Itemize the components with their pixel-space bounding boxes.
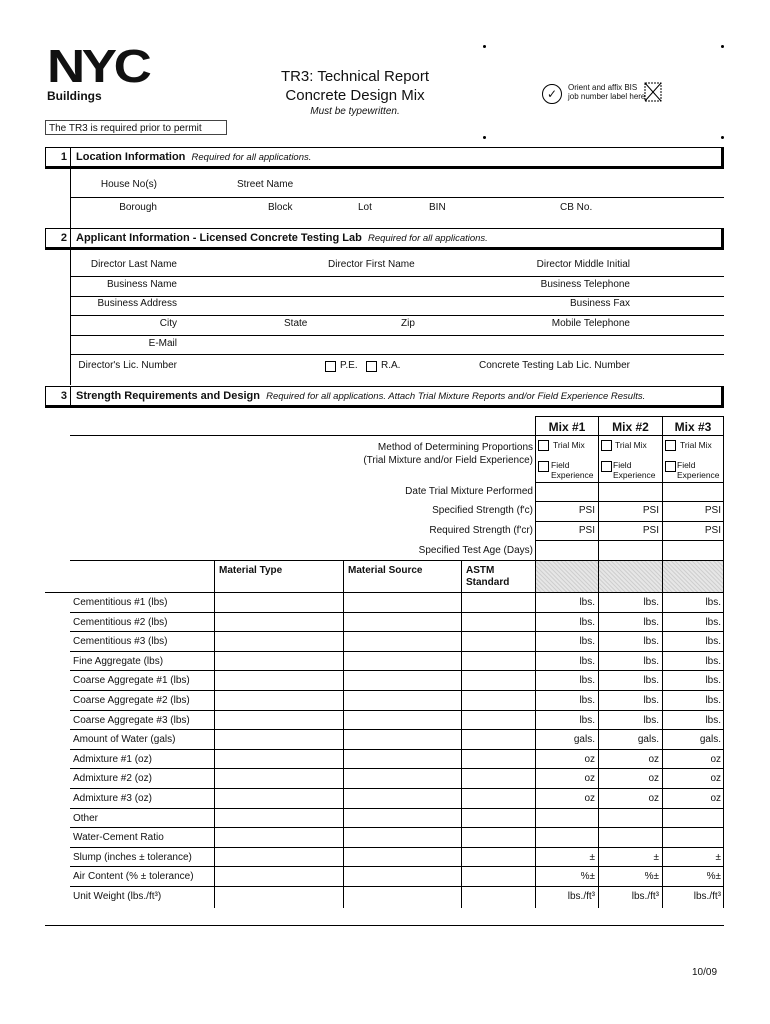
material-row-label: Admixture #3 (oz) [73,793,152,804]
material-row-label: Unit Weight (lbs./ft³) [73,891,162,902]
material-source-header: Material Source [348,565,423,576]
mix-3-field-checkbox[interactable] [665,461,676,472]
mix-3-trial-label: Trial Mix [680,440,712,450]
required-prior-notice: The TR3 is required prior to permit [45,120,227,135]
form-version: 10/09 [692,967,718,978]
mix-2-unit: oz [648,773,659,785]
test-age-label: Specified Test Age (Days) [418,545,533,556]
row-divider [70,808,724,809]
mix-3-unit: oz [710,753,721,765]
director-last-label: Director Last Name [90,259,177,270]
state-label: State [284,318,308,329]
mix-2-unit: lbs. [643,655,659,667]
mix-1-trial-checkbox[interactable] [538,440,549,451]
row-divider [70,886,724,887]
section-2-note: Required for all applications. [367,233,488,244]
mix-2-unit: lbs./ft³ [631,891,659,902]
mix-3-unit: %± [706,871,721,883]
material-row-label: Air Content (% ± tolerance) [73,871,194,883]
mix-1-trial-label: Trial Mix [553,440,585,450]
checkmark-icon: ✓ [542,84,562,104]
mix-1-psi-required: PSI [578,525,595,536]
mix-1-unit: ± [589,851,595,863]
row-divider [70,729,724,730]
mix-1-header: Mix #1 [548,420,586,434]
mix-3-unit: lbs. [705,616,721,628]
ra-checkbox[interactable] [366,361,377,372]
material-row-label: Cementitious #1 (lbs) [73,597,168,608]
pe-checkbox[interactable] [325,361,336,372]
material-row-label: Cementitious #3 (lbs) [73,636,168,648]
director-first-label: Director First Name [328,259,415,270]
mix-1-unit: lbs. [579,655,595,667]
business-telephone-label: Business Telephone [540,279,630,290]
lot-label: Lot [358,202,372,213]
mix-1-unit: lbs. [579,675,595,687]
director-middle-label: Director Middle Initial [536,259,630,270]
mix-1-unit: oz [584,753,595,765]
zip-label: Zip [401,318,415,329]
mix-2-unit: lbs. [643,616,659,628]
mix-2-unit: lbs. [643,675,659,687]
row-divider [70,827,724,828]
mix-2-unit: gals. [637,734,659,746]
mix-1-unit: %± [580,871,595,883]
material-row-label: Coarse Aggregate #2 (lbs) [73,695,190,706]
mix-3-unit: lbs. [705,695,721,706]
mobile-telephone-label: Mobile Telephone [551,318,630,329]
mix-3-experience-label: Experience [677,470,720,480]
mix-3-unit: lbs. [705,636,721,648]
mix-2-unit: lbs. [643,695,659,706]
mix-3-unit: lbs. [705,655,721,667]
cb-no-label: CB No. [560,202,593,213]
mix-2-header: Mix #2 [612,420,649,434]
shaded-cell [599,561,662,592]
section-1-note: Required for all applications. [191,152,312,163]
mix-1-unit: lbs. [579,714,595,726]
mix-2-unit: oz [648,793,659,804]
mix-3-psi: PSI [704,505,721,516]
mix-2-psi-required: PSI [642,525,659,536]
form-title [250,67,460,105]
specified-strength-label: Specified Strength (f'c) [432,505,533,516]
registration-dot [721,45,724,48]
directors-lic-label: Director's Lic. Number [78,360,177,371]
date-trial-label: Date Trial Mixture Performed [405,486,533,497]
row-divider [70,651,724,652]
row-divider [70,670,724,671]
mix-3-trial-checkbox[interactable] [665,440,676,451]
street-name-label: Street Name [237,179,294,190]
section-2-header: 2 Applicant Information - Licensed Concrete Testing Lab Required for all applications. [45,228,724,250]
mix-1-unit: lbs./ft³ [567,891,595,902]
label-placeholder-icon [644,82,662,102]
mix-2-unit: %± [644,871,659,883]
material-row-label: Water-Cement Ratio [73,832,164,844]
house-no-label: House No(s) [100,179,157,190]
mix-1-unit: gals. [573,734,595,746]
material-type-header: Material Type [219,565,283,576]
mix-2-experience-label: Experience [613,470,656,480]
material-row-label: Coarse Aggregate #1 (lbs) [73,675,190,687]
must-be-typewritten: Must be typewritten. [310,106,400,117]
material-row-label: Fine Aggregate (lbs) [73,655,164,667]
mix-2-unit: lbs. [643,636,659,648]
bin-label: BIN [429,202,446,213]
mix-3-unit: lbs. [705,714,721,726]
required-strength-label: Required Strength (f'cr) [429,525,533,536]
mix-2-trial-checkbox[interactable] [601,440,612,451]
mix-1-unit: lbs. [579,597,595,608]
mix-3-header: Mix #3 [674,420,712,434]
mix-1-unit: oz [584,793,595,804]
row-divider [70,788,724,789]
pe-label: P.E. [340,360,358,371]
registration-dot [721,136,724,139]
mix-1-unit: lbs. [579,616,595,628]
section-3-note: Required for all applications. Attach Trial Mixture Reports and/or Field Experience Results. [266,391,646,402]
mix-2-psi: PSI [642,505,659,516]
title-line-1: TR3: Technical Report [280,68,430,85]
method-label-1: Method of Determining Proportions [377,442,533,453]
mix-2-unit: lbs. [643,714,659,726]
business-name-label: Business Name [106,279,177,290]
registration-dot [483,45,486,48]
shaded-cell [663,561,723,592]
material-row-label: Other [73,812,99,824]
block-label: Block [268,202,293,213]
material-row-label: Coarse Aggregate #3 (lbs) [73,714,190,726]
material-row-label: Admixture #2 (oz) [73,773,152,785]
section-3-title: Strength Requirements and Design [76,390,260,402]
section-1-title: Location Information [76,151,186,163]
mix-1-psi: PSI [578,505,595,516]
mix-1-experience-label: Experience [551,470,594,480]
mix-3-unit: lbs./ft³ [693,891,721,902]
astm-header-2: Standard [466,577,510,588]
ra-label: R.A. [381,360,401,371]
mix-3-unit: ± [715,851,721,863]
material-row-label: Amount of Water (gals) [73,734,176,746]
mix-1-field-checkbox[interactable] [538,461,549,472]
logo-text: NYC [47,40,149,92]
row-divider [70,749,724,750]
material-row-label: Cementitious #2 (lbs) [73,616,168,628]
mix-3-psi-required: PSI [704,525,721,536]
mix-1-field-label: Field [551,460,570,470]
row-divider [70,710,724,711]
nyc-buildings-logo [47,40,157,103]
logo-subtitle: Buildings [47,89,102,103]
mix-2-field-checkbox[interactable] [601,461,612,472]
row-divider [70,768,724,769]
section-2-title: Applicant Information - Licensed Concrete Testing Lab [76,232,362,244]
title-line-2: Concrete Design Mix [285,87,425,104]
row-divider [70,866,724,867]
city-label: City [159,318,177,329]
borough-label: Borough [119,202,157,213]
mix-3-field-label: Field [677,460,696,470]
registration-dot [483,136,486,139]
section-3-header: 3 Strength Requirements and Design Required for all applications. Attach Trial Mixture Reports and/or Field Experience Results. [45,386,724,408]
orient-line-1: Orient and affix BIS [568,83,638,92]
mix-1-unit: oz [584,773,595,785]
mix-2-unit: lbs. [643,597,659,608]
row-divider [70,847,724,848]
row-divider [70,612,724,613]
mix-3-unit: gals. [699,734,721,746]
row-divider [70,631,724,632]
business-address-label: Business Address [97,298,177,309]
mix-2-unit: ± [653,851,659,863]
mix-3-unit: oz [710,773,721,785]
mix-1-unit: lbs. [579,636,595,648]
material-row-label: Slump (inches ± tolerance) [73,851,192,863]
business-fax-label: Business Fax [569,298,630,309]
shaded-cell [536,561,598,592]
mix-3-unit: lbs. [705,675,721,687]
email-label: E-Mail [148,338,177,349]
mix-2-trial-label: Trial Mix [615,440,647,450]
method-label-2: (Trial Mixture and/or Field Experience) [363,455,533,466]
astm-header-1: ASTM [466,565,495,576]
mix-1-unit: lbs. [579,695,595,706]
mix-2-unit: oz [648,753,659,765]
mix-3-unit: lbs. [705,597,721,608]
lab-lic-label: Concrete Testing Lab Lic. Number [478,360,630,371]
section-1-header: 1 Location Information Required for all applications. [45,147,724,169]
mix-3-unit: oz [710,793,721,804]
row-divider [70,690,724,691]
orient-line-2: job number label here [568,92,646,101]
material-row-label: Admixture #1 (oz) [73,753,152,765]
mix-2-field-label: Field [613,460,632,470]
